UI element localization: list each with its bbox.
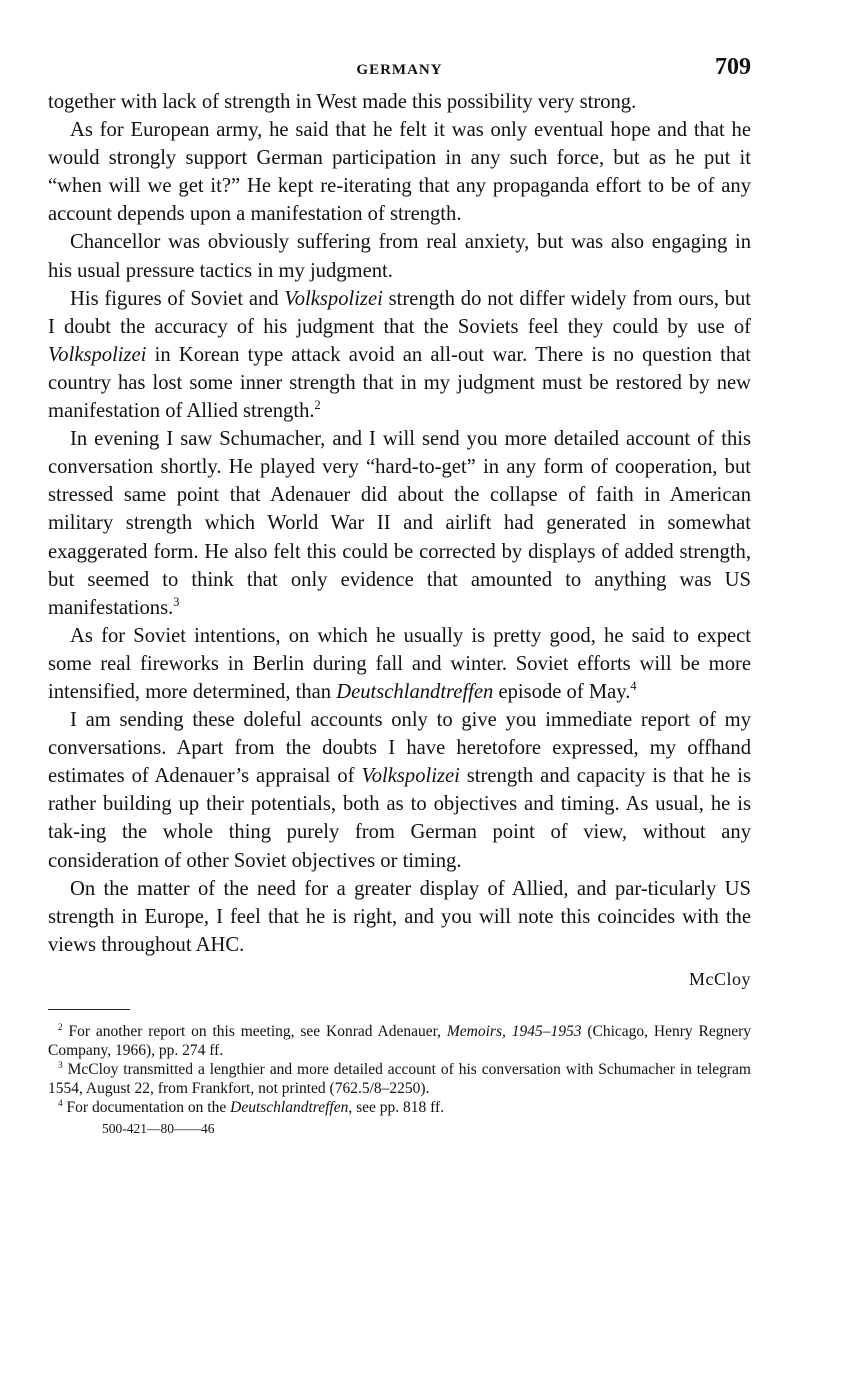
paragraph-text: On the matter of the need for a greater display of Allied, and par-ticularly US strength in Europe, I feel that he is right, and you will note this coincides with the views throughout AHC. xyxy=(48,877,751,956)
footnote-ref[interactable]: 2 xyxy=(314,398,321,413)
paragraph-text: In evening I saw Schumacher, and I will send you more detailed account of this conversation shortly. He played very “hard-to-get” in any form of cooperation, but stressed same point that Adenauer did about the collapse of faith in American military strength which World War II and airlift had generated in somewhat exaggerated form. He also felt this could be corrected by displays of added strength, but seemed to think that only evidence that amounted to anything was US manifestations. xyxy=(48,428,751,619)
paragraph-text: strength and capacity is that he is rather building up their potentials, both as to objectives and timing. As usual, he is tak-ing the whole thing purely from German point of view, without any consideration of other Soviet objectives or timing. xyxy=(48,765,751,872)
italic-term: Volkspolizei xyxy=(361,765,460,788)
footnote-ref[interactable]: 3 xyxy=(173,594,180,609)
paragraph-text: His figures of Soviet and xyxy=(70,287,285,310)
paragraph-4 xyxy=(48,285,751,425)
italic-term: Deutschlandtreffen xyxy=(336,680,494,703)
signature: McCloy xyxy=(688,968,751,989)
paragraph-text: I am sending these doleful accounts only to give you immediate report of my conversations. Apart from the doubts I have heretofore expressed, my offhand estimates of Adenauer’s appraisal of xyxy=(48,709,751,788)
footnote-2 xyxy=(48,1022,751,1060)
footnote-text: , see pp. 818 ff. xyxy=(348,1098,445,1116)
paragraph-text: Chancellor was obviously suffering from real anxiety, but was also engaging in his usual pressure tactics in my judgment. xyxy=(48,231,751,282)
footnote-4 xyxy=(48,1098,751,1117)
footnotes xyxy=(48,1022,751,1117)
body-text xyxy=(48,88,751,959)
paragraph-text: together with lack of strength in West made this possibility very strong. xyxy=(48,91,637,113)
footnote-text: For documentation on the xyxy=(62,1098,231,1116)
paragraph-text: As for European army, he said that he felt it was only eventual hope and that he would strongly support German participation in any such force, but as he put it “when will we get it?” He kept re-iterating that any propaganda effort to be of any account depends upon a manifestation of strength. xyxy=(48,119,751,226)
italic-title: Memoirs, 1945–1953 xyxy=(446,1022,582,1040)
paragraph-2 xyxy=(48,116,751,228)
paragraph-6 xyxy=(48,622,751,706)
footnote-text: For another report on this meeting, see Konrad Adenauer, xyxy=(62,1022,447,1040)
footnote-text: McCloy transmitted a lengthier and more detailed account of his conversation with Schumacher in telegram 1554, August 22, from Frankfort, not printed (762.5/8–2250). xyxy=(48,1060,751,1097)
italic-term: Volkspolizei xyxy=(284,287,383,310)
paragraph-text: episode of May. xyxy=(493,680,631,703)
paragraph-7 xyxy=(48,706,751,875)
footnote-mark: 2 xyxy=(58,1022,63,1033)
paragraph-text: in Korean type attack avoid an all-out war. There is no question that country has lost some inner strength that in my judgment must be restored by new manifestation of Allied strength. xyxy=(48,343,751,423)
document-page xyxy=(48,52,751,1137)
running-head: GERMANY xyxy=(356,62,443,78)
footnote-3 xyxy=(48,1060,751,1098)
paragraph-5 xyxy=(48,425,751,622)
paragraph-text: strength do not differ widely from ours, but I doubt the accuracy of his judgment that the Soviets feel they could by use of xyxy=(48,287,751,338)
footnote-text: (Chicago, Henry Regnery Company, 1966), pp. 274 ff. xyxy=(48,1022,751,1059)
printer-code: 500-421—80——46 xyxy=(102,1120,215,1136)
page-header xyxy=(48,52,751,88)
paragraph-8 xyxy=(48,875,751,959)
italic-title: Deutschlandtreffen xyxy=(230,1098,349,1116)
paragraph-3 xyxy=(48,228,751,284)
footnote-mark: 4 xyxy=(58,1098,63,1109)
paragraph-1 xyxy=(48,88,751,116)
footnote-mark: 3 xyxy=(58,1060,63,1071)
footnote-divider xyxy=(48,1009,130,1010)
paragraph-text: As for Soviet intentions, on which he usually is pretty good, he said to expect some real fireworks in Berlin during fall and winter. Soviet efforts will be more intensified, more determined, than xyxy=(48,624,751,703)
italic-term: Volkspolizei xyxy=(48,343,147,366)
footnote-ref[interactable]: 4 xyxy=(630,679,637,694)
page-number: 709 xyxy=(715,54,751,80)
